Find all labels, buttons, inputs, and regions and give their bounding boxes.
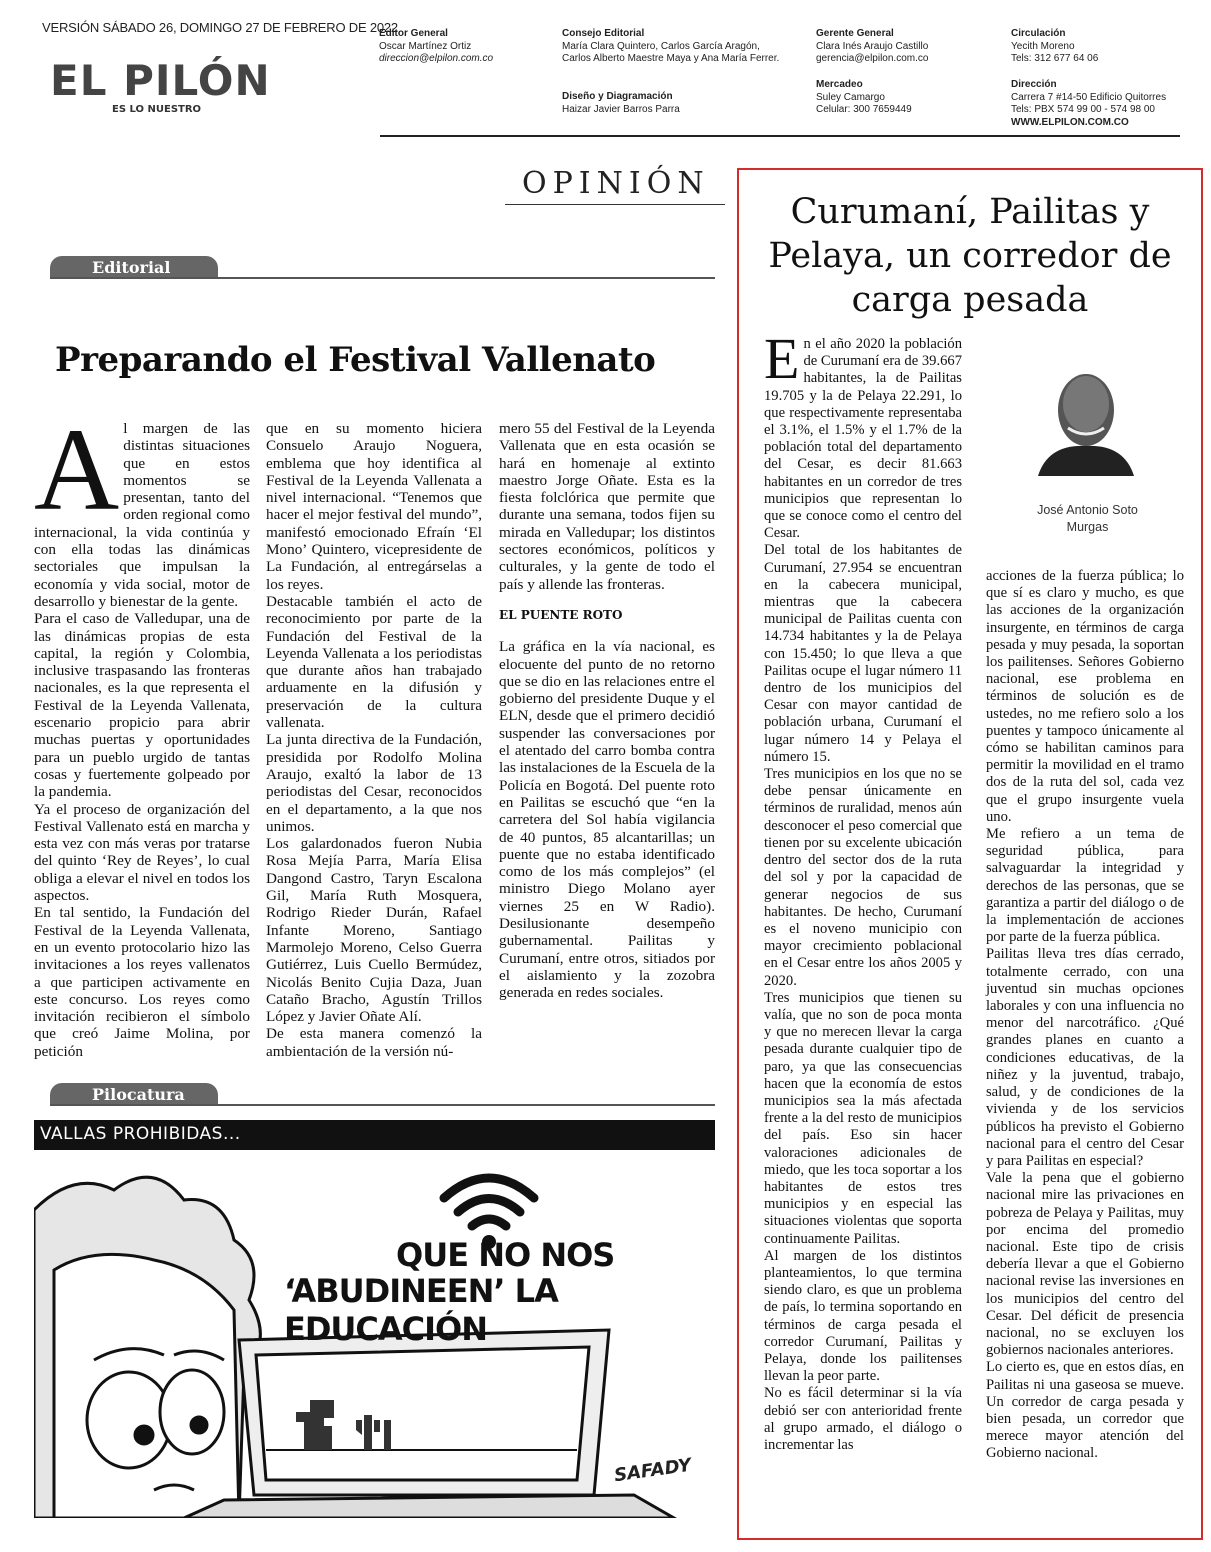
section-title: OPINIÓN: [522, 166, 710, 201]
opinion-headline: Curumaní, Pailitas y Pelaya, un corredor de carga pesada: [768, 192, 1172, 320]
staff-names: María Clara Quintero, Carlos García Aragón, Carlos Alberto Maestre Maya y Ana María Ferrer.: [562, 40, 780, 64]
staff-label: Editor General: [379, 28, 448, 39]
drop-cap: A: [34, 404, 120, 535]
staff-phone: Celular: 300 7659449: [816, 104, 912, 115]
pilocatura-rule: [50, 1104, 715, 1106]
staff-gerente-general: [816, 28, 996, 66]
staff-name: Oscar Martínez Ortiz: [379, 40, 472, 52]
staff-email[interactable]: gerencia@elpilon.com.co: [816, 53, 929, 64]
paragraph: Al margen de los distintos planteamientos, lo que termina siendo claro, es que un problema de país, lo termina soportando en términos de carga pesada el corredor Curumaní, Pailitas y Pelaya, donde los pailitenses llevan la peor parte.: [764, 1247, 962, 1385]
staff-phone: Tels: 312 677 64 06: [1011, 53, 1099, 64]
edition-date: VERSIÓN SÁBADO 26, DOMINGO 27 DE FEBRERO DE 2022: [42, 20, 398, 35]
paragraph: Del total de los habitantes de Curumaní, 27.954 se encuentran en la cabecera municipal, mientras que la cabecera municipal de Pailitas cuenta con 14.734 habitantes y la de Pelaya con 15.450; lo que lleva a que Pailitas ocupe el lugar número 11 dentro de los municipios del Cesar con mayor cantidad de población urbana, Curumaní el lugar número 14 y Pelaya el número 15.: [764, 542, 962, 765]
paragraph: n el año 2020 la población de Curumaní era de 39.667 habitantes, la de Pailitas 19.705 y la de Pelaya 22.291, lo que respectivamente representaba el 3.1%, el 1.5% y el 1.7% de la población total del departamento del Cesar, es decir 81.663 habitantes en un corredor de tres municipios que representan lo que se conoce como el centro del Cesar.: [764, 336, 962, 542]
subhead-puente-roto: EL PUENTE ROTO: [499, 607, 623, 622]
paragraph: Vale la pena que el gobierno nacional mire las privaciones en pobreza de Pelaya y Pailitas, muy por encima del promedio nacional. Este tipo de crisis debería llevar a que el Gobierno nacional revise las inversiones en los municipios del centro del Cesar. Del déficit de presencia nacional, no se excluyen los gobiernos nacionales anteriores.: [986, 1170, 1184, 1359]
cartoon-banner-text: VALLAS PROHIBIDAS...: [40, 1124, 241, 1144]
editorial-column-3: [499, 420, 715, 1002]
paragraph: Los galardonados fueron Nubia Rosa Mejía Parra, María Elisa Dangond Castro, Taryn Escalona Gil, María Ruth Mosquera, Rodrigo Rieder Durán, Rafael Infante Moreno, Santiago Marmolejo Moreno, Celso Guerra Gutiérrez, Luis Cuello Bermúdez, Nicolás Benito Cujia Daza, Juan Cataño Bracho, Agustín Trillos López y Javier Oñate Alí.: [266, 835, 482, 1026]
staff-name: Yecith Moreno: [1011, 40, 1075, 52]
staff-name: Haizar Javier Barros Parra: [562, 103, 680, 115]
staff-name: Suley Camargo: [816, 91, 885, 103]
paragraph: l margen de las distintas situaciones que en estos momentos se presentan, tanto del orden regional como internacional, la vida continúa y con ella todas las dinámicas sectoriales que impulsan la economía y vida social, motor de desarrollo y bienestar de la gente.: [34, 420, 250, 610]
cartoon-caption-line-1: QUE NO NOS: [396, 1236, 615, 1274]
child-figure: [34, 1177, 260, 1518]
cartoon-caption-line-2: ‘ABUDINEEN’ LA EDUCACIÓN: [284, 1272, 558, 1348]
paragraph: No es fácil determinar si la vía debió ser con anterioridad frente al grupo armado, el diálogo o incrementar las: [764, 1385, 962, 1453]
paragraph: mero 55 del Festival de la Leyenda Vallenata que en esta ocasión se hará en homenaje al extinto maestro Jorge Oñate. Esta es la fiesta folclórica que permite que durante una semana, todos fijen su mirada en Valledupar; los distintos sectores económicos, políticos y culturales, y la gente de todo el país y allende las fronteras.: [499, 420, 715, 593]
staff-address: Carrera 7 #14-50 Edificio Quitorres: [1011, 91, 1167, 103]
editorial-column-2: [266, 420, 482, 1060]
staff-diseno: [562, 91, 787, 116]
staff-label: Circulación: [1011, 28, 1066, 39]
editorial-tab: Editorial: [50, 256, 218, 278]
opinion-column-2: [986, 568, 1184, 1463]
paragraph: Tres municipios en los que no se debe pensar únicamente en términos de ruralidad, menos aún desconocer el peso comercial que tienen por su excelente ubicación dentro del sector dos de la ruta del sol y por la capacidad de generar negocios de sus habitantes. De hecho, Curumaní es el noveno municipio con mayor crecimiento poblacional en el Cesar entre los años 2005 y 2020.: [764, 766, 962, 989]
drop-cap: E: [764, 326, 800, 391]
staff-email[interactable]: direccion@elpilon.com.co: [379, 53, 494, 64]
website-link[interactable]: WWW.ELPILON.COM.CO: [1011, 116, 1129, 128]
masthead-divider: [380, 135, 1180, 137]
paragraph: La gráfica en la vía nacional, es elocuente del punto de no retorno que se dio en las relaciones entre el gobierno del presidente Duque y el ELN, desde que el primero decidió suspender las conversaciones por el atentado del carro bomba contra las instalaciones de la Escuela de la Policía en Bogotá. Del puente roto en Pailitas se escuchó que “en la carretera del Sol había vigilancia de 40 puntos, 85 alcantarillas; un puente que no estaba identificado como de los más complejos” (el ministro Diego Molano ayer viernes 25 en W Radio). Desilusionante desempeño gubernamental. Pailitas y Curumaní, entre otros, sitiados por el aislamiento y la zozobra generada en redes sociales.: [499, 638, 715, 1002]
author-photo: [1038, 358, 1134, 476]
paragraph: Tres municipios que tienen su valía, que no son de poca monta y que no merecen llevar la carga pesada durante cualquier tipo de paro, ya que las consecuencias hacen que la economía de estos municipios sea la más afectada frente a la del resto de municipios del país. Eso sin hacer valoraciones adicionales de miedo, que les toca soportar a los habitantes de estos tres municipios y en especial las situaciones violentas que soporta continuamente Pailitas.: [764, 989, 962, 1247]
paragraph: Ya el proceso de organización del Festival Vallenato está en marcha y esta vez con más veras por tratarse del quinto ‘Rey de Reyes’, lo cual obliga a elevar el nivel en todos los aspectos.: [34, 800, 250, 905]
paragraph: Pailitas lleva tres días cerrado, totalmente cerrado, con una juventud sin muchas opciones laborales y con una influencia no menor del narcotráfico. ¿Qué grandes planes en cuanto a condiciones educativas, de la niñez y la juventud, trabajo, salud, y de condiciones de la vivienda y de los servicios públicos ha previsto el Gobierno nacional para el centro del Cesar y para Pailitas en especial?: [986, 946, 1184, 1169]
paragraph: De esta manera comenzó la ambientación de la versión nú-: [266, 1025, 482, 1060]
staff-label: Mercadeo: [816, 79, 863, 90]
newspaper-logo[interactable]: EL PILÓN: [50, 56, 271, 105]
opinion-column-1: [764, 326, 962, 1454]
paragraph: Me refiero a un tema de seguridad pública, para salvaguardar la integridad y derechos de las personas, que se garantiza a partir del diálogo o de la implementación de acciones por parte de la fuerza pública.: [986, 826, 1184, 946]
pilocatura-tab: Pilocatura: [50, 1083, 218, 1105]
paragraph: acciones de la fuerza pública; lo que sí es claro y mucho, es que las acciones de la organización insurgente, en términos de carga pesada y muy pesada, la soportan los pailitenses. Señores Gobierno nacional, ese problema en términos de solución es de ustedes, no me refiero solo a los puentes y tampoco únicamente al cómo se habilitan caminos para permitir la movilidad en el tramo dos de la ruta del sol, cada vez que el grupo insurgente vuela uno.: [986, 568, 1184, 825]
author-name: José Antonio Soto Murgas: [1037, 503, 1138, 534]
staff-name: Clara Inés Araujo Castillo: [816, 40, 929, 52]
editorial-headline: Preparando el Festival Vallenato: [55, 340, 656, 380]
paragraph: Para el caso de Valledupar, una de las dinámicas propias de esta capital, la región y Colombia, inclusive traspasando las fronteras nacionales, es la que representa el Festival de la Leyenda Vallenata, escenario propicio para abrir muchas puertas y oportunidades para un pueblo urgido de tantas cosas y fuertemente golpeado por la pandemia.: [34, 610, 250, 801]
cartoon: [34, 1120, 715, 1518]
staff-label: Consejo Editorial: [562, 28, 645, 39]
editorial-column-1: [34, 404, 250, 1060]
staff-mercadeo: [816, 79, 996, 117]
staff-phone: Tels: PBX 574 99 00 - 574 98 00: [1011, 104, 1155, 115]
paragraph: La junta directiva de la Fundación, presidida por Rodolfo Molina Araujo, exaltó la labor de 13 periodistas del Cesar, reconocidos en el departamento, a la que nos unimos.: [266, 731, 482, 835]
cartoonist-signature: SAFADY: [612, 1454, 693, 1487]
newspaper-slogan: ES LO NUESTRO: [112, 104, 202, 115]
staff-circulacion: [1011, 28, 1191, 66]
paragraph: Destacable también el acto de reconocimiento por parte de la Fundación del Festival de la Leyenda Vallenata a los periodistas que durante años han trabajado arduamente en la difusión y preservación de la cultura vallenata.: [266, 592, 482, 732]
editorial-rule: [50, 277, 715, 279]
staff-consejo-editorial: [562, 28, 787, 66]
staff-editor-general: [379, 28, 549, 66]
staff-direccion: [1011, 79, 1196, 129]
laptop: [184, 1330, 674, 1518]
section-divider: [505, 204, 725, 205]
staff-label: Diseño y Diagramación: [562, 91, 673, 102]
paragraph: En tal sentido, la Fundación del Festival de la Leyenda Vallenata, en un evento protocolario hizo las invitaciones a los reyes vallenatos a que participen activamente en este concurso. Los reyes como invitación recibieron el símbolo que creó Jaime Molina, por petición: [34, 904, 250, 1060]
staff-label: Dirección: [1011, 79, 1057, 90]
staff-label: Gerente General: [816, 28, 894, 39]
paragraph: que en su momento hiciera Consuelo Araujo Noguera, emblema que hoy identifica al Festival de la Leyenda Vallenata a nivel internacional. “Tenemos que hacer el mejor festival del mundo”, manifestó emocionado Efraín ‘El Mono’ Quintero, vicepresidente de La Fundación, al entregárselas a los reyes.: [266, 420, 482, 593]
paragraph: Lo cierto es, que en estos días, en Pailitas ni una gaseosa se mueve. Un corredor de carga pesada y bien pesada, un corredor que merece mayor atención del Gobierno nacional.: [986, 1359, 1184, 1462]
